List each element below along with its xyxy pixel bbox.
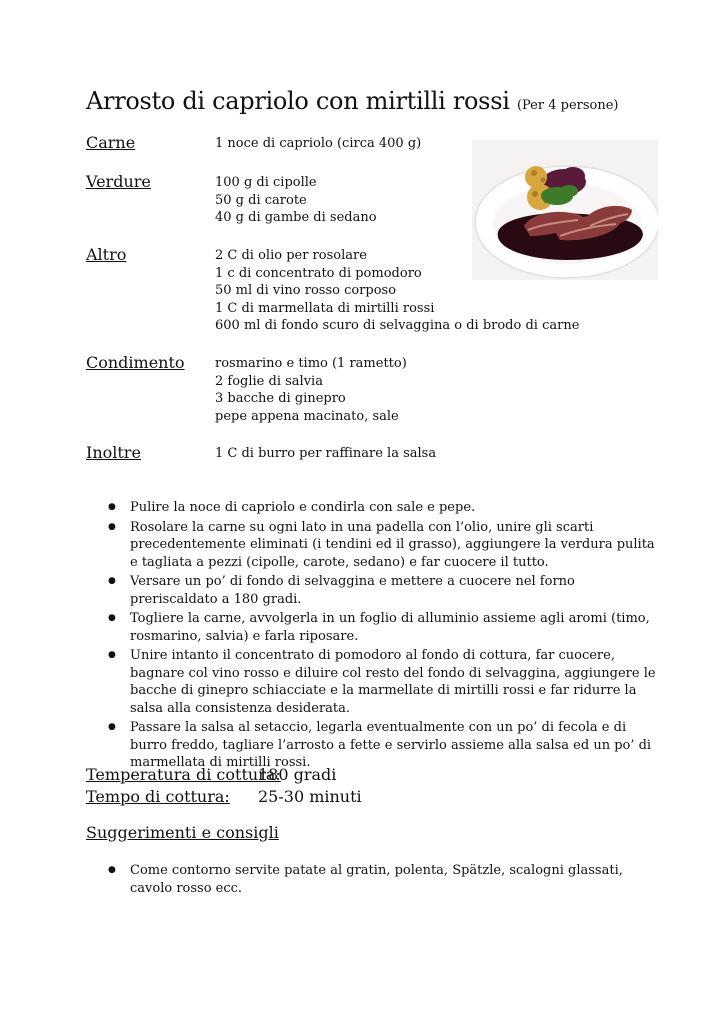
ingredient-list-verdure (215, 174, 377, 227)
ingredient-line: pepe appena macinato, sale (215, 408, 399, 424)
ingredient-line: 1 c di concentrato di pomodoro (215, 265, 422, 281)
time-value: 25-30 minuti (258, 787, 362, 806)
ingredient-line: 2 foglie di salvia (215, 373, 323, 389)
ingredient-line: 40 g di gambe di sedano (215, 210, 377, 225)
temperature-label: Temperatura di cottura: (86, 765, 281, 784)
recipe-title-text: Arrosto di capriolo con mirtilli rossi (86, 87, 510, 115)
list-item: ● Pulire la noce di capriolo e condirla con sale e pepe. (98, 499, 658, 517)
list-item: ● Passare la salsa al setaccio, legarla eventualmente con un po’ di fecola e di burro freddo, tagliare l’arrosto a fette e servirlo assieme alla salsa ed un po’ di marmellata di mirtilli rossi. (98, 719, 658, 772)
list-item: ● Come contorno servite patate al gratin, polenta, Spätzle, scalogni glassati, cavolo rosso ecc. (98, 862, 658, 897)
ingredient-line: 100 g di cipolle (215, 175, 317, 190)
list-item: ● Unire intanto il concentrato di pomodoro al fondo di cottura, far cuocere, bagnare col vino rosso e diluire col resto del fondo di selvaggina, aggiungere le bacche di ginepro schiacciate e la marmellate di mirtilli rossi e far ridurre la salsa alla consistenza desiderata. (98, 647, 658, 717)
time-label: Tempo di cottura: (86, 787, 230, 806)
list-item: ● Togliere la carne, avvolgerla in un foglio di alluminio assieme agli aromi (timo, rosmarino, salvia) e farla riposare. (98, 610, 658, 645)
tips-heading: Suggerimenti e consigli (86, 823, 279, 842)
tips-list (98, 862, 658, 897)
section-label-inoltre: Inoltre (86, 443, 141, 462)
section-label-verdure: Verdure (86, 172, 151, 191)
temperature-value: 180 gradi (258, 765, 337, 784)
ingredient-list-inoltre (215, 445, 436, 463)
section-label-condimento: Condimento (86, 353, 185, 372)
cooking-temperature (86, 765, 336, 785)
ingredient-line: 50 g di carote (215, 192, 307, 208)
preparation-steps (98, 499, 658, 774)
ingredient-list-condimento (215, 355, 407, 425)
ingredient-line: 1 C di marmellata di mirtilli rossi (215, 300, 435, 316)
list-item: ● Versare un po’ di fondo di selvaggina e mettere a cuocere nel forno preriscaldato a 180 gradi. (98, 573, 658, 608)
ingredient-line: 600 ml di fondo scuro di selvaggina o di brodo di carne (215, 318, 580, 333)
ingredient-line: 1 noce di capriolo (circa 400 g) (215, 136, 422, 151)
recipe-title (86, 86, 618, 121)
ingredient-line: rosmarino e timo (1 rametto) (215, 356, 407, 371)
cooking-time (86, 787, 362, 807)
ingredient-list-carne (215, 135, 421, 153)
ingredient-line: 1 C di burro per raffinare la salsa (215, 446, 437, 461)
servings-note: (Per 4 persone) (516, 98, 619, 113)
ingredient-line: 2 C di olio per rosolare (215, 248, 367, 263)
ingredient-line: 3 bacche di ginepro (215, 391, 346, 406)
dish-photo (472, 140, 658, 280)
list-item: ● Rosolare la carne su ogni lato in una padella con l’olio, unire gli scarti precedentemente eliminati (i tendini ed il grasso), aggiungere la verdura pulita e tagliata a pezzi (cipolle, carote, sedano) e far cuocere il tutto. (98, 519, 658, 572)
section-label-carne: Carne (86, 133, 136, 152)
section-label-altro: Altro (86, 245, 127, 264)
ingredient-line: 50 ml di vino rosso corposo (215, 283, 397, 298)
